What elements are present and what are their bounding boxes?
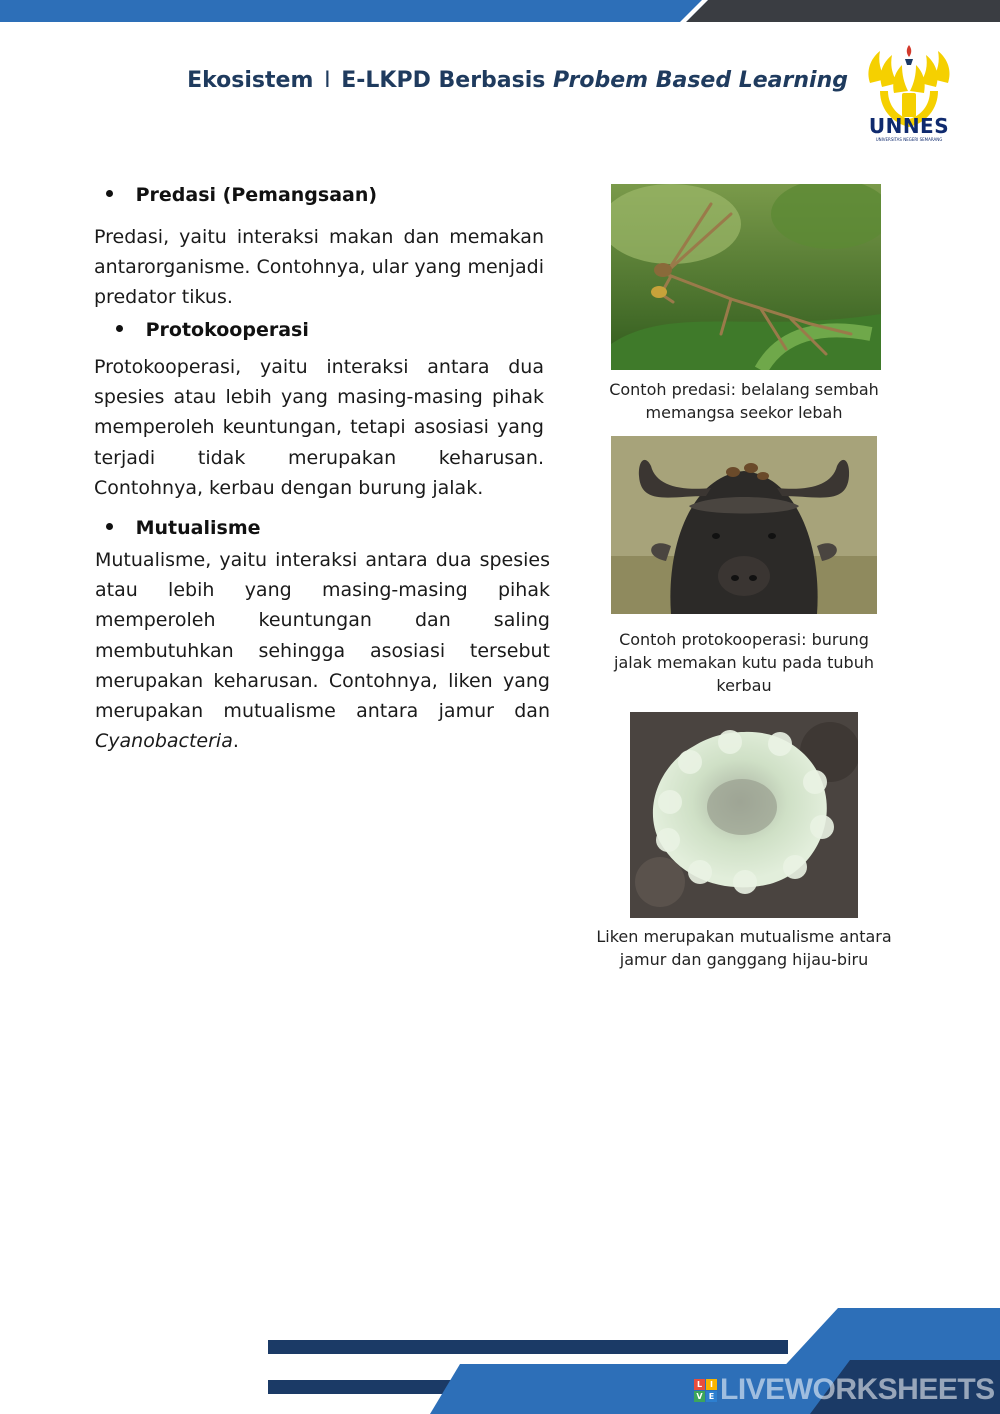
paragraph-predasi: Predasi, yaitu interaksi makan dan memakan antarorganisme. Contohnya, ular yang menjadi predator tikus.: [94, 226, 544, 309]
cyanobacteria-term: Cyanobacteria: [95, 730, 233, 753]
heading-predasi: Predasi (Pemangsaan): [106, 184, 377, 206]
mantis-icon: [611, 184, 881, 370]
figure-mutualisme-image: [630, 712, 858, 918]
logo-text: UNNES: [868, 114, 950, 138]
heading-mutualisme: Mutualisme: [106, 517, 261, 539]
lichen-icon: [630, 712, 858, 918]
paragraph-protokooperasi: Protokooperasi, yaitu interaksi antara dua spesies atau lebih yang masing-masing pihak memperoleh keuntungan, tetapi asosiasi yang terjadi tidak merupakan keharusan. Contohnya, kerbau dengan burung jalak.: [94, 356, 544, 499]
buffalo-icon: [611, 436, 877, 614]
liveworksheets-logo-icon: L I V E: [694, 1379, 717, 1402]
figure-predasi-image: [611, 184, 881, 370]
watermark-text: LIVEWORKSHEETS: [720, 1373, 995, 1406]
liveworksheets-watermark: [694, 1373, 995, 1406]
caption-protokooperasi: Contoh protokooperasi: burung jalak memakan kutu pada tubuh kerbau: [614, 630, 874, 695]
caption-mutualisme: Liken merupakan mutualisme antara jamur dan ganggang hijau-biru: [596, 927, 892, 969]
logo-subtext: UNIVERSITAS NEGERI SEMARANG: [875, 137, 943, 142]
page-title: Ekosistem I E-LKPD Berbasis Probem Based Learning: [187, 68, 848, 93]
paragraph-mutualisme: Mutualisme, yaitu interaksi antara dua spesies atau lebih yang masing-masing pihak memperoleh keuntungan dan saling membutuhkan sehingga asosiasi tersebut merupakan keharusan. Contohnya, liken yang merupakan mutualisme antara jamur dan Cyanobacteria.: [95, 549, 550, 753]
top-banner: [0, 0, 1000, 24]
figure-protokooperasi-image: [611, 436, 877, 614]
heading-protokooperasi: Protokooperasi: [116, 319, 309, 341]
caption-predasi: Contoh predasi: belalang sembah memangsa seekor lebah: [609, 380, 879, 422]
